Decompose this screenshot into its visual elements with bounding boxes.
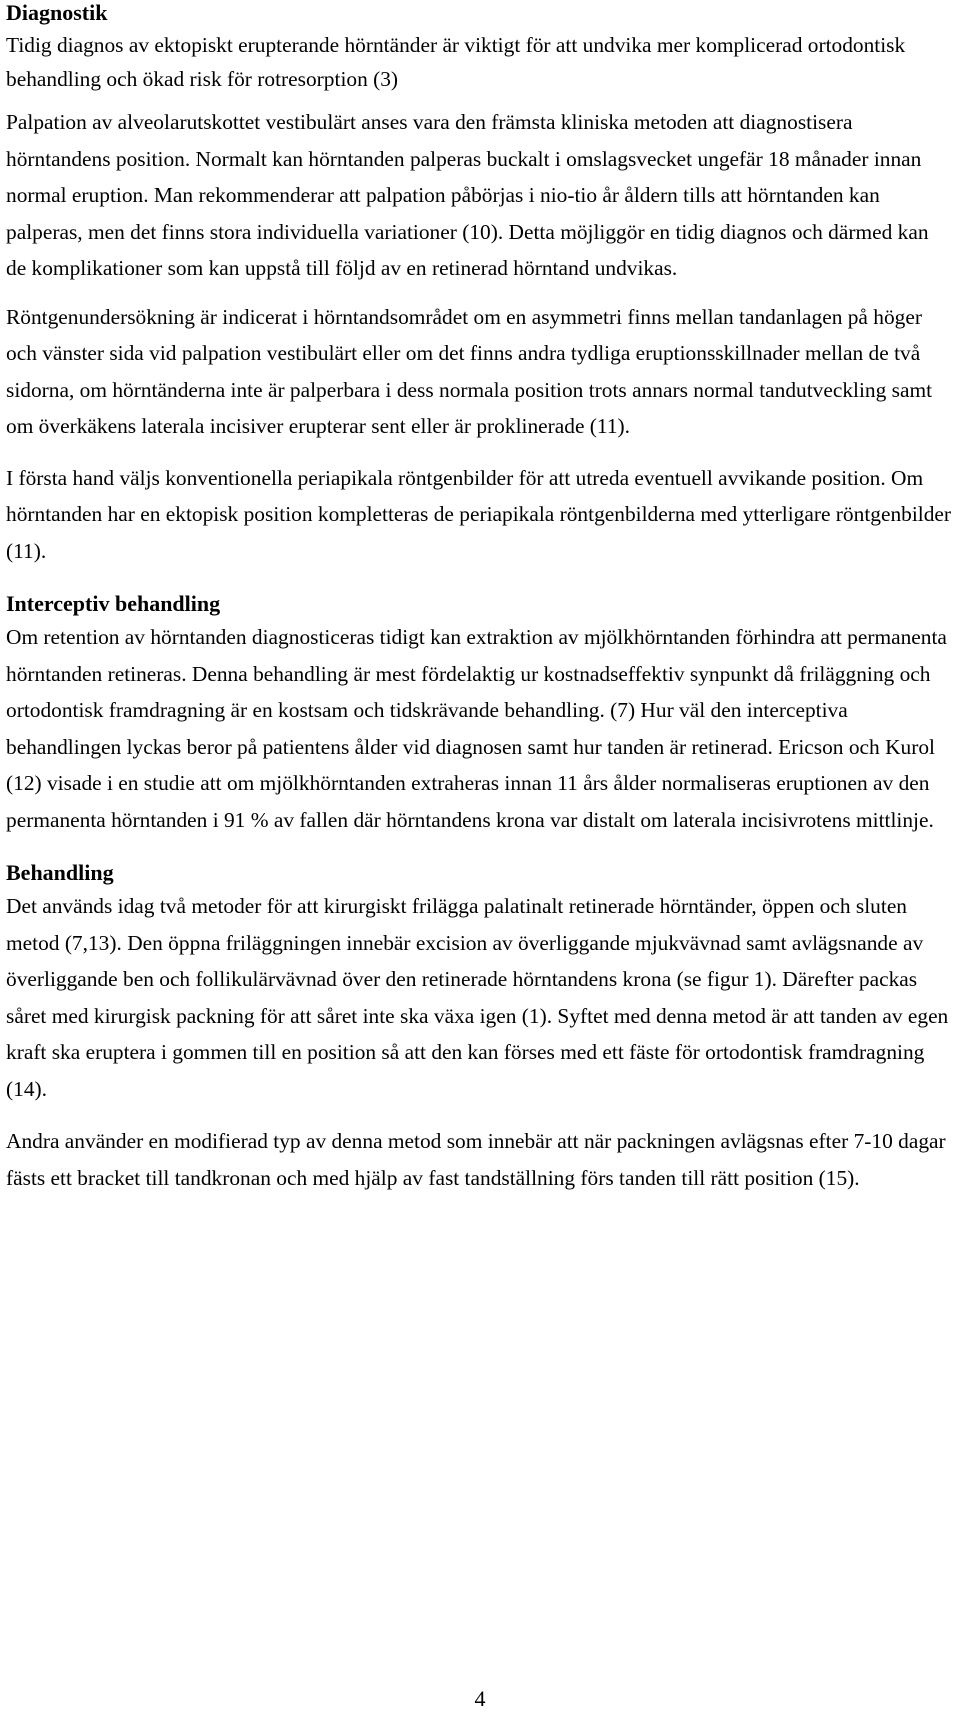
page-number: 4 xyxy=(474,1686,486,1711)
paragraph: Det används idag två metoder för att kirurgiskt frilägga palatinalt retinerade hörntänder, öppen och sluten metod (7,13). Den öppna friläggningen innebär excision av överliggande mjukvävnad samt avlägsnande av överliggande ben och follikulärvävnad över den retinerade hörntandens krona (se figur 1). Därefter packas såret med kirurgisk packning för att såret inte ska växa igen (1). Syftet med denna metod är att tanden av egen kraft ska eruptera i gommen till en position så att den kan förses med ett fäste för ortodontisk framdragning (14). xyxy=(6,894,949,1101)
paragraph: Röntgenundersökning är indicerat i hörntandsområdet om en asymmetri finns mellan tandanlagen på höger och vänster sida vid palpation vestibulärt eller om det finns andra tydliga eruptionsskillnader mellan de två sidorna, om hörntänderna inte är palperbara i dess normala position trots annars normal tandutveckling samt om överkäkens laterala incisiver erupterar sent eller är proklinerade (11). xyxy=(6,304,933,438)
paragraph: Andra använder en modifierad typ av denna metod som innebär att när packningen avlägsnas efter 7-10 dagar fästs ett bracket till tandkronan och med hjälp av fast tandställning förs tanden till rätt position (15). xyxy=(6,1129,946,1190)
paragraph: I första hand väljs konventionella periapikala röntgenbilder för att utreda eventuell avvikande position. Om hörntanden har en ektopisk position kompletteras de periapikala röntgenbilderna med ytterligare röntgenbilder (11). xyxy=(6,465,952,563)
section-heading-interceptiv-behandling: Interceptiv behandling xyxy=(6,591,221,616)
paragraph: Tidig diagnos av ektopiskt erupterande hörntänder är viktigt för att undvika mer komplicerad ortodontisk behandling och ökad risk för rotresorption (3) xyxy=(6,33,906,91)
paragraph: Om retention av hörntanden diagnosticeras tidigt kan extraktion av mjölkhörntanden förhindra att permanenta hörntanden retineras. Denna behandling är mest fördelaktig ur kostnadseffektiv synpunkt då friläggning och ortodontisk framdragning är en kostsam och tidskrävande behandling. (7) Hur väl den interceptiva behandlingen lyckas beror på patientens ålder vid diagnosen samt hur tanden är retinerad. Ericson och Kurol (12) visade i en studie att om mjölkhörntanden extraheras innan 11 års ålder normaliseras eruptionen av den permanenta hörntanden i 91 % av fallen där hörntandens krona var distalt om laterala incisivrotens mittlinje. xyxy=(6,625,947,832)
paragraph: Palpation av alveolarutskottet vestibulärt anses vara den främsta kliniska metoden att diagnostisera hörntandens position. Normalt kan hörntanden palperas buckalt i omslagsvecket ungefär 18 månader innan normal eruption. Man rekommenderar att palpation påbörjas i nio-tio år åldern tills att hörntanden kan palperas, men det finns stora individuella variationer (10). Detta möjliggör en tidig diagnos och därmed kan de komplikationer som kan uppstå till följd av en retinerad hörntand undvikas. xyxy=(6,110,929,280)
document-page xyxy=(6,0,952,1196)
section-heading-diagnostik: Diagnostik xyxy=(6,0,108,25)
section-heading-behandling: Behandling xyxy=(6,860,114,885)
